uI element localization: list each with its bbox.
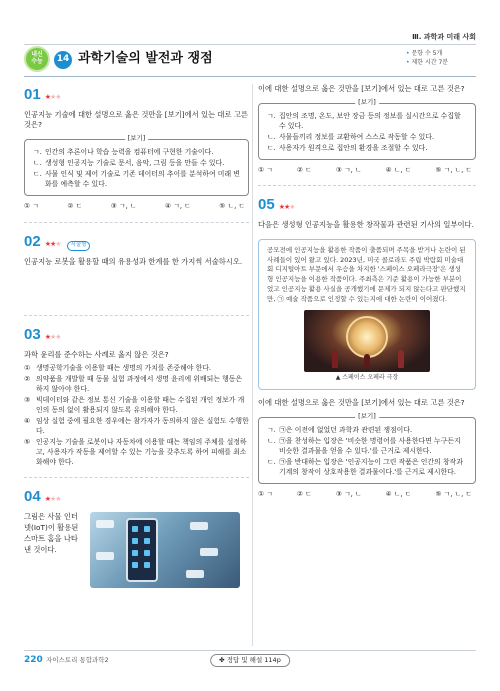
choice-3[interactable]: ③ ㄱ, ㄴ: [335, 165, 362, 174]
answer-choices: [258, 166, 476, 176]
option-1[interactable]: ① 생명공학기술을 이용할 때는 생명의 가치를 존중해야 한다.: [24, 364, 212, 373]
choice-4[interactable]: ④ ㄱ, ㄷ: [165, 201, 191, 210]
bogi-item: ㄷ. 사용자가 원격으로 집안의 환경을 조절할 수 있다.: [267, 143, 428, 152]
image-caption: ▲ 스페이스 오페라 극장: [335, 374, 399, 382]
difficulty-stars: ★★★: [44, 495, 61, 504]
bogi-item: ㄱ. ㉠은 이전에 없었던 과학과 관련된 쟁점이다.: [267, 425, 413, 434]
bogi-item: ㄴ. 사물들끼리 정보를 교환하여 스스로 작동할 수 있다.: [267, 132, 435, 141]
choice-1[interactable]: ① ㄱ: [258, 165, 273, 174]
question-number: 01: [24, 86, 41, 103]
unit-title: 과학기술의 발전과 쟁점: [78, 51, 213, 66]
smart-home-illustration: [90, 512, 240, 588]
badge-line2: 수능: [31, 58, 43, 65]
question-number: 02: [24, 232, 41, 250]
option-4[interactable]: ④ 임상 실험 중에 필요한 경우에는 참가자가 동의하지 않은 실험도 수행한다.: [24, 417, 249, 436]
unit-meta: [406, 49, 476, 67]
meta-time: • 제한 시간 7분: [406, 58, 476, 67]
bogi-item: ㄱ. 인간의 추론이나 학습 능력을 컴퓨터에 구현한 기술이다.: [33, 147, 214, 156]
meta-count: • 문항 수 5개: [406, 49, 476, 58]
separator: [24, 222, 249, 223]
question-text: 이에 대한 설명으로 옳은 것만을 [보기]에서 있는 대로 고른 것은?: [258, 84, 465, 93]
choice-1[interactable]: ① ㄱ: [258, 489, 273, 498]
question-text: 이에 대한 설명으로 옳은 것만을 [보기]에서 있는 대로 고른 것은?: [258, 397, 465, 407]
left-column: [24, 84, 249, 588]
bogi-item: ㄴ. 생성형 인공지능 기술로 문서, 음악, 그림 등을 만들 수 있다.: [33, 158, 225, 167]
choice-1[interactable]: ① ㄱ: [24, 201, 39, 210]
choice-4[interactable]: ④ ㄴ, ㄷ: [385, 489, 412, 498]
choice-3[interactable]: ③ ㄱ, ㄴ: [110, 201, 137, 210]
bogi-label: [보기]: [355, 412, 379, 421]
essay-tag: 서술형: [67, 241, 91, 251]
naesin-suneung-badge: [24, 46, 50, 72]
answer-space[interactable]: [24, 267, 249, 305]
header-rule: [24, 76, 476, 77]
book-title: 자이스토리 통합과학2: [46, 656, 109, 664]
bogi-label: [보기]: [355, 98, 379, 107]
bogi-box: [258, 97, 476, 160]
option-5[interactable]: ⑤ 인공지능 기술을 로봇이나 자동차에 이용할 때는 책임의 주체를 설정하고, 사용자가 작동을 제어할 수 있는 기능을 갖추도록 하여 피해를 최소화해야 한다.: [24, 438, 247, 467]
unit-number: 14: [54, 51, 72, 69]
question-05: [258, 194, 476, 499]
question-03: [24, 324, 249, 467]
question-number: 04: [24, 488, 41, 506]
question-number: 03: [24, 326, 41, 344]
question-number: 05: [258, 196, 275, 214]
question-text: 다음은 생성형 인공지능을 활용한 창작물과 관련된 기사의 일부이다.: [258, 220, 474, 230]
space-opera-image: [304, 310, 430, 372]
bogi-item: ㄱ. 집안의 조명, 온도, 보안 장금 등의 정보를 실시간으로 수집할 수 있다.: [267, 111, 461, 130]
bogi-item: ㄷ. ㉠을 반대하는 입장은 '인공지능이 그린 작품은 인간의 창작과 기계의 창작이 상호작용한 결과물이다.'를 근거로 제시한다.: [267, 457, 463, 476]
difficulty-stars: ★★★: [278, 203, 295, 212]
answer-reference[interactable]: ✤ 정답 및 해설 114p: [210, 654, 290, 667]
page-number: 220: [24, 655, 43, 665]
bogi-item: ㄷ. 사물 인식 및 제어 기술로 기존 데이터의 추이를 분석하여 미래 변화를 예측할 수 있다.: [33, 169, 240, 188]
separator: [24, 477, 249, 478]
question-04: [24, 486, 249, 588]
question-04-continued: [258, 84, 476, 175]
option-2[interactable]: ② 의약품을 개발할 때 동물 실험 과정에서 생명 윤리에 위배되는 행동은 하지 않아야 한다.: [24, 375, 243, 394]
chapter-label: Ⅲ. 과학과 미래 사회: [412, 33, 476, 41]
column-divider: [252, 84, 253, 646]
difficulty-stars: ★★★: [44, 239, 61, 248]
choice-2[interactable]: ② ㄷ: [296, 489, 312, 498]
bogi-box: [24, 133, 249, 196]
separator: [24, 315, 249, 316]
choice-3[interactable]: ③ ㄱ, ㄴ: [335, 489, 362, 498]
bogi-label: [보기]: [125, 134, 149, 143]
difficulty-stars: ★★★: [44, 93, 61, 101]
choice-5[interactable]: ⑤ ㄱ, ㄴ, ㄷ: [435, 165, 472, 174]
badge-line1: 내신: [31, 51, 43, 59]
separator: [258, 185, 476, 186]
difficulty-stars: ★★★: [44, 333, 61, 342]
question-text: 인공지능 기술에 대한 설명으로 옳은 것만을 [보기]에서 있는 대로 고른 것은?: [24, 109, 248, 130]
news-article: [258, 239, 476, 390]
answer-choices: [24, 202, 249, 212]
smartphone-icon: [126, 518, 158, 582]
top-rule: [24, 44, 476, 45]
choice-2[interactable]: ② ㄷ: [296, 165, 312, 174]
answer-choices: [258, 490, 476, 500]
unit-header: [24, 46, 476, 74]
choice-2[interactable]: ② ㄷ: [67, 201, 83, 210]
question-text: 그림은 사물 인터넷(IoT)이 활용된 스마트 홈을 나타낸 것이다.: [24, 512, 79, 554]
question-text: 과학 윤리를 준수하는 사례로 옳지 않은 것은?: [24, 349, 169, 359]
question-01: [24, 84, 249, 212]
article-text: 공모전에 인공지능을 활용한 작품이 출품되며 주목을 받거나 논란이 된 사례들이 있어 왔고 있다. 2023년, 미국 콜로라도 주립 박람회 미술대회 디지털아트 부문에서 우승을 차지한 '스페이스 오페라극장'은 생성형 인공지능을 이용한 작품이다. 주최측은 기준 활용이 가능한 부분이었고 인공지능 활용 사실을 공개했기에 문제가 되지 않는다고 판단했지만, ㉠ 예술 작품으로 인정할 수 있는지에 대한 논란이 이어졌다.: [267, 245, 466, 303]
choice-4[interactable]: ④ ㄴ, ㄷ: [385, 165, 412, 174]
bogi-item: ㄴ. ㉠을 찬성하는 입장은 '비슷한 명령어를 사용한다면 누구든지 비슷한 결과물을 얻을 수 있다.'를 근거로 제시한다.: [267, 436, 461, 455]
choice-5[interactable]: ⑤ ㄴ, ㄷ: [219, 201, 245, 210]
option-3[interactable]: ③ 빅데이터와 같은 정보 통신 기술을 이용할 때는 수집된 개인 정보가 개인의 동의 없이 활용되지 않도록 유의해야 한다.: [24, 396, 245, 415]
question-text: 인공지능 로봇을 활용할 때의 유용성과 한계를 한 가지씩 서술하시오.: [24, 256, 243, 266]
footer-rule: [24, 650, 476, 651]
choice-5[interactable]: ⑤ ㄱ, ㄴ, ㄷ: [435, 489, 472, 498]
question-02: [24, 231, 249, 305]
bogi-box: [258, 411, 476, 484]
right-column: [258, 84, 476, 499]
